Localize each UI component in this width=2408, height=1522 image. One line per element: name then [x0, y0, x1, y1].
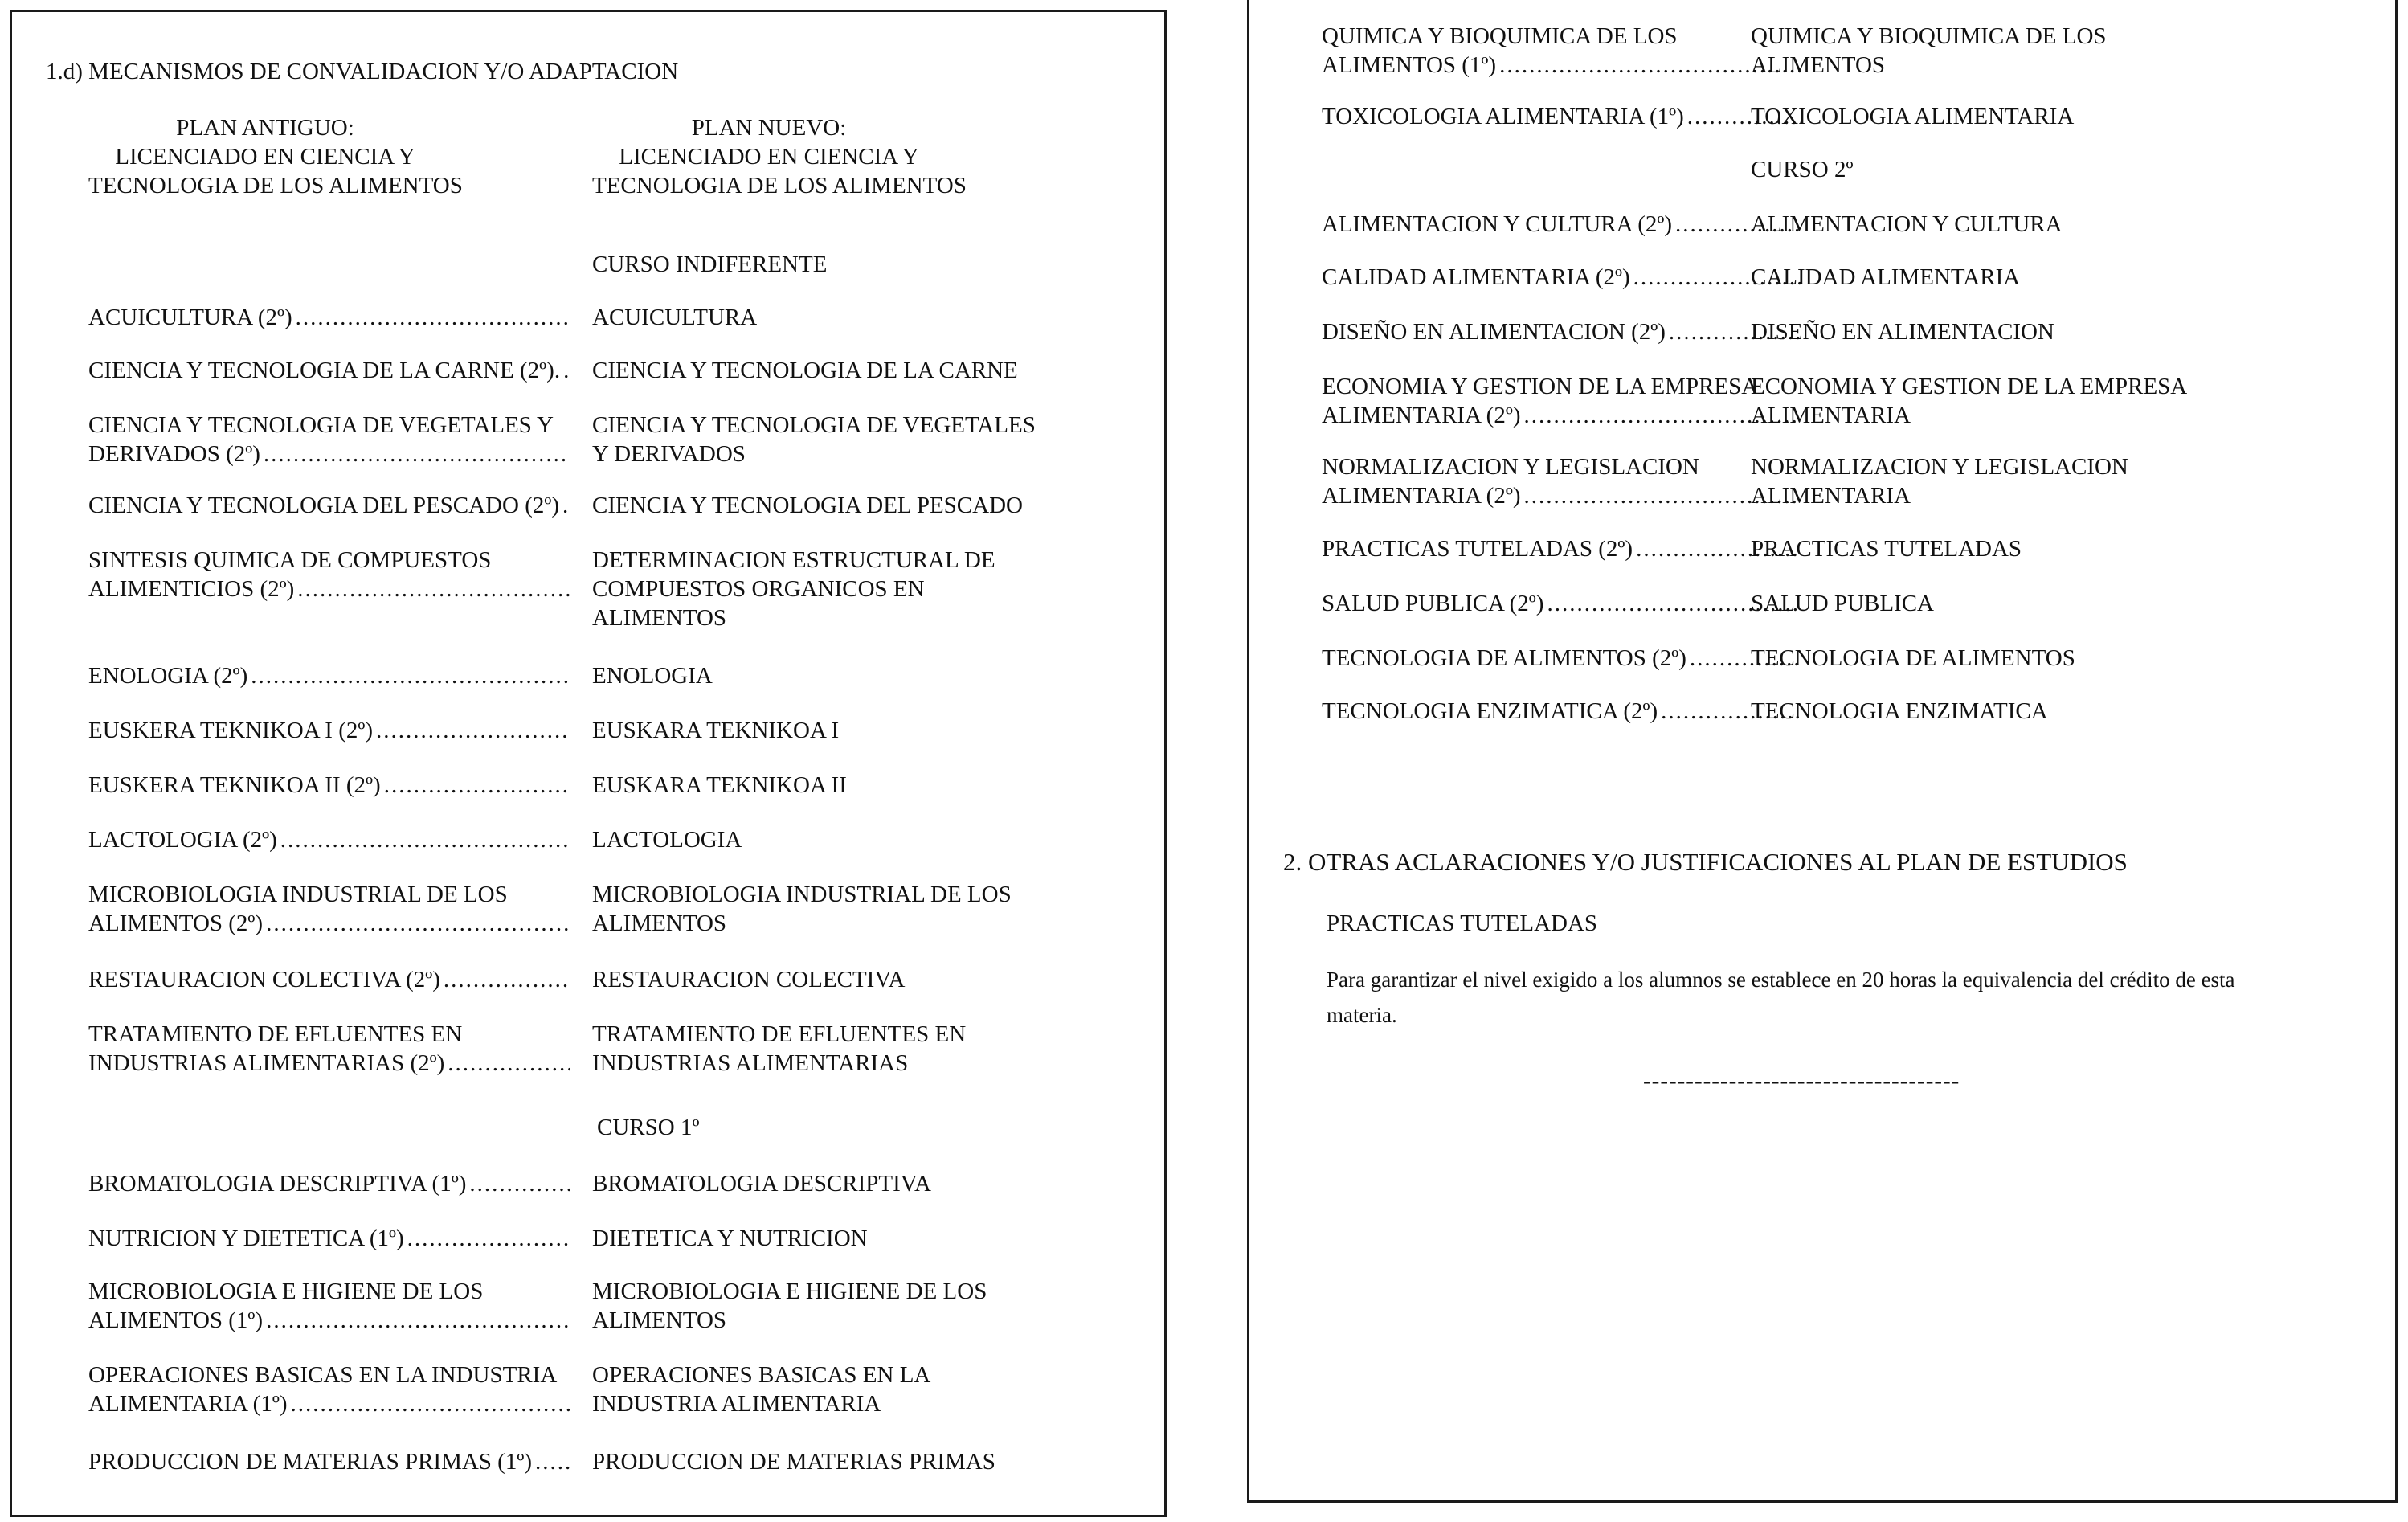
old-course-text: MICROBIOLOGIA INDUSTRIAL DE LOS — [88, 882, 508, 907]
new-course-line: PRACTICAS TUTELADAS — [1751, 536, 2022, 562]
old-course — [88, 1020, 570, 1078]
new-course-line: LACTOLOGIA — [592, 827, 742, 853]
old-course — [88, 1224, 570, 1253]
old-course-line — [88, 825, 570, 854]
old-course-line — [88, 1389, 570, 1418]
old-course — [88, 1169, 570, 1198]
old-course — [88, 880, 570, 938]
new-course-line: TECNOLOGIA ENZIMATICA — [1751, 698, 2048, 724]
old-course-line — [1322, 51, 1801, 80]
old-course-text: SINTESIS QUIMICA DE COMPUESTOS — [88, 547, 492, 573]
old-course-text: ALIMENTACION Y CULTURA (2º) — [1322, 211, 1673, 237]
old-course-text: CIENCIA Y TECNOLOGIA DEL PESCADO (2º) — [88, 493, 560, 518]
old-course-line — [1322, 401, 1801, 430]
old-course-text: RESTAURACION COLECTIVA (2º) — [88, 967, 440, 992]
old-course — [88, 546, 570, 603]
old-course-text: EUSKERA TEKNIKOA II (2º) — [88, 772, 381, 798]
new-course-line: ALIMENTACION Y CULTURA — [1751, 211, 2063, 237]
old-course — [88, 1360, 570, 1418]
old-course-line — [88, 1020, 570, 1049]
new-course — [592, 825, 742, 854]
old-course-line — [1322, 452, 1801, 481]
new-course-line: CIENCIA Y TECNOLOGIA DE LA CARNE — [592, 358, 1018, 383]
dot-leader — [296, 303, 570, 332]
old-course-line — [88, 546, 570, 575]
old-course-text: ALIMENTOS (1º) — [1322, 52, 1497, 78]
new-course — [592, 661, 713, 690]
old-course — [88, 965, 570, 994]
old-course-text: ALIMENTOS (1º) — [88, 1307, 264, 1333]
right-page — [1247, 0, 2398, 1503]
new-course-line: SALUD PUBLICA — [1751, 591, 1934, 616]
old-course — [88, 303, 570, 332]
old-course-text: MICROBIOLOGIA E HIGIENE DE LOS — [88, 1279, 484, 1304]
old-plan-header-line: LICENCIADO EN CIENCIA Y — [115, 144, 415, 170]
new-course-line: MICROBIOLOGIA E HIGIENE DE LOS — [592, 1279, 987, 1304]
old-course-text: ENOLOGIA (2º) — [88, 663, 248, 689]
old-plan-header-line: PLAN ANTIGUO: — [176, 115, 354, 141]
new-course-line: BROMATOLOGIA DESCRIPTIVA — [592, 1171, 931, 1197]
new-course — [1751, 22, 2107, 80]
dot-leader — [266, 909, 570, 938]
old-course — [88, 661, 570, 690]
dot-leader — [563, 356, 570, 385]
section2-subtitle: PRACTICAS TUTELADAS — [1327, 910, 1598, 936]
dot-leader — [264, 440, 570, 468]
old-course-text: EUSKERA TEKNIKOA I (2º) — [88, 718, 374, 743]
new-course-line: EUSKARA TEKNIKOA I — [592, 718, 840, 743]
new-course-line: RESTAURACION COLECTIVA — [592, 967, 906, 992]
new-course-line: QUIMICA Y BIOQUIMICA DE LOS — [1751, 23, 2107, 49]
new-plan-header-line: LICENCIADO EN CIENCIA Y — [619, 144, 919, 170]
dot-leader — [384, 771, 570, 800]
old-course-line — [1322, 644, 1801, 673]
old-course — [88, 491, 570, 520]
old-course-text: SALUD PUBLICA (2º) — [1322, 591, 1544, 616]
old-course-text: OPERACIONES BASICAS EN LA INDUSTRIA — [88, 1362, 558, 1388]
old-course-line — [1322, 102, 1801, 131]
new-course — [592, 303, 757, 332]
new-course-line: OPERACIONES BASICAS EN LA — [592, 1362, 931, 1388]
old-course — [1322, 697, 1801, 726]
old-course-text: NUTRICION Y DIETETICA (1º) — [88, 1225, 404, 1251]
old-course-text: TOXICOLOGIA ALIMENTARIA (1º) — [1322, 104, 1684, 129]
old-course-line — [1322, 263, 1801, 292]
old-course-line — [1322, 534, 1801, 563]
new-course-line: CIENCIA Y TECNOLOGIA DEL PESCADO — [592, 493, 1023, 518]
group-heading-curso-2: CURSO 2º — [1751, 157, 1854, 182]
old-course-text: DISEÑO EN ALIMENTACION (2º) — [1322, 319, 1666, 345]
old-course-line — [88, 965, 570, 994]
old-course-text: ALIMENTOS (2º) — [88, 910, 264, 936]
old-course-line — [88, 1049, 570, 1078]
old-course — [88, 1447, 570, 1476]
new-course-line: PRODUCCION DE MATERIAS PRIMAS — [592, 1449, 995, 1475]
new-course-line: ALIMENTARIA — [1751, 403, 1911, 428]
old-course-line — [88, 1306, 570, 1335]
new-course-line: ENOLOGIA — [592, 663, 713, 689]
old-course — [88, 771, 570, 800]
old-course-line — [88, 661, 570, 690]
dot-leader — [297, 575, 570, 603]
old-course-line — [1322, 22, 1801, 51]
old-course — [1322, 317, 1801, 346]
left-page — [10, 10, 1167, 1517]
old-course-text: LACTOLOGIA (2º) — [88, 827, 277, 853]
new-course — [592, 965, 905, 994]
new-course — [592, 411, 1036, 468]
new-plan-header-line: PLAN NUEVO: — [691, 115, 847, 141]
new-course-line: COMPUESTOS ORGANICOS EN — [592, 576, 925, 602]
new-course-line: DISEÑO EN ALIMENTACION — [1751, 319, 2054, 345]
new-course-line: NORMALIZACION Y LEGISLACION — [1751, 454, 2128, 480]
old-course-line — [88, 1447, 570, 1476]
old-course — [1322, 589, 1801, 618]
new-course-line: TECNOLOGIA DE ALIMENTOS — [1751, 645, 2075, 671]
dot-leader — [535, 1447, 570, 1476]
new-course-line: ACUICULTURA — [592, 305, 758, 330]
new-course — [592, 1447, 995, 1476]
new-course-line: Y DERIVADOS — [592, 441, 746, 467]
new-course-line: CIENCIA Y TECNOLOGIA DE VEGETALES — [592, 412, 1036, 438]
new-course — [592, 1020, 966, 1078]
old-course — [1322, 534, 1801, 563]
new-course — [1751, 534, 2022, 563]
old-course — [1322, 263, 1801, 292]
dot-leader — [469, 1169, 570, 1198]
old-plan-header — [88, 113, 463, 200]
new-course-line: TOXICOLOGIA ALIMENTARIA — [1751, 104, 2075, 129]
old-course-line — [1322, 210, 1801, 239]
new-course — [1751, 102, 2074, 131]
old-course-text: INDUSTRIAS ALIMENTARIAS (2º) — [88, 1050, 445, 1076]
dot-leader — [251, 661, 570, 690]
old-course-line — [88, 1224, 570, 1253]
old-course-line — [88, 411, 570, 440]
old-course-text: ECONOMIA Y GESTION DE LA EMPRESA — [1322, 374, 1759, 399]
group-heading-curso-1: CURSO 1º — [597, 1115, 700, 1140]
new-course — [1751, 317, 2054, 346]
new-course-line: ALIMENTOS — [592, 910, 727, 936]
old-course — [88, 716, 570, 745]
old-course-text: ALIMENTICIOS (2º) — [88, 576, 295, 602]
new-course-line: EUSKARA TEKNIKOA II — [592, 772, 847, 798]
old-course-text: QUIMICA Y BIOQUIMICA DE LOS — [1322, 23, 1678, 49]
old-course-text: PRODUCCION DE MATERIAS PRIMAS (1º) — [88, 1449, 532, 1475]
old-course — [88, 825, 570, 854]
old-course-line — [1322, 589, 1801, 618]
old-course-text: BROMATOLOGIA DESCRIPTIVA (1º) — [88, 1171, 467, 1197]
old-course-text: NORMALIZACION Y LEGISLACION — [1322, 454, 1699, 480]
section-title: 1.d) MECANISMOS DE CONVALIDACION Y/O ADAPTACION — [46, 59, 679, 84]
old-course-text: DERIVADOS (2º) — [88, 441, 260, 467]
new-course — [592, 771, 847, 800]
dot-leader — [291, 1389, 571, 1418]
new-course — [592, 1224, 868, 1253]
old-course-line — [88, 909, 570, 938]
new-course-line: ALIMENTOS — [592, 605, 727, 631]
new-course — [592, 880, 1012, 938]
old-course-line — [88, 491, 570, 520]
new-course — [1751, 263, 2020, 292]
new-course — [1751, 644, 2075, 673]
new-course-line: INDUSTRIAS ALIMENTARIAS — [592, 1050, 909, 1076]
old-course-text: TECNOLOGIA DE ALIMENTOS (2º) — [1322, 645, 1686, 671]
old-course-text: ACUICULTURA (2º) — [88, 305, 292, 330]
dot-leader — [448, 1049, 570, 1078]
old-course — [1322, 210, 1801, 239]
new-course-line: INDUSTRIA ALIMENTARIA — [592, 1391, 881, 1417]
new-course — [592, 1360, 930, 1418]
dot-leader — [280, 825, 570, 854]
old-course-text: CALIDAD ALIMENTARIA (2º) — [1322, 264, 1630, 290]
old-course-text: TRATAMIENTO DE EFLUENTES EN — [88, 1021, 463, 1047]
old-course-line — [88, 1360, 570, 1389]
old-course-line — [88, 575, 570, 603]
old-course — [1322, 452, 1801, 510]
new-course — [1751, 589, 1934, 618]
old-course-line — [88, 440, 570, 468]
new-plan-header-line: TECNOLOGIA DE LOS ALIMENTOS — [592, 173, 967, 198]
old-course-line — [88, 716, 570, 745]
section2-title: 2. OTRAS ACLARACIONES Y/O JUSTIFICACIONES AL PLAN DE ESTUDIOS — [1283, 848, 2128, 876]
old-course-text: ALIMENTARIA (2º) — [1322, 403, 1521, 428]
new-plan-header — [592, 113, 967, 200]
old-course — [88, 356, 570, 385]
new-course — [592, 491, 1023, 520]
new-course-line: ALIMENTOS — [592, 1307, 727, 1333]
new-course — [1751, 452, 2128, 510]
old-course-text: CIENCIA Y TECNOLOGIA DE LA CARNE (2º). — [88, 358, 561, 383]
new-course — [1751, 210, 2063, 239]
new-course — [592, 1277, 987, 1335]
new-course — [592, 716, 839, 745]
old-course-line — [1322, 481, 1801, 510]
old-course — [1322, 22, 1801, 80]
new-course — [1751, 697, 2048, 726]
new-course — [1751, 372, 2187, 430]
old-course — [1322, 644, 1801, 673]
new-course — [592, 546, 995, 632]
new-course-line: MICROBIOLOGIA INDUSTRIAL DE LOS — [592, 882, 1012, 907]
old-course-text: CIENCIA Y TECNOLOGIA DE VEGETALES Y — [88, 412, 554, 438]
old-course — [1322, 372, 1801, 430]
new-course-line: DIETETICA Y NUTRICION — [592, 1225, 868, 1251]
old-course-line — [88, 303, 570, 332]
new-course — [592, 356, 1018, 385]
old-course-line — [88, 1169, 570, 1198]
new-course-line: ALIMENTOS — [1751, 52, 1886, 78]
old-course-text: PRACTICAS TUTELADAS (2º) — [1322, 536, 1633, 562]
dot-leader — [266, 1306, 570, 1335]
new-course-line: DETERMINACION ESTRUCTURAL DE — [592, 547, 995, 573]
old-course-line — [1322, 372, 1801, 401]
old-plan-header-line: TECNOLOGIA DE LOS ALIMENTOS — [88, 173, 463, 198]
dot-leader — [407, 1224, 570, 1253]
new-course-line: TRATAMIENTO DE EFLUENTES EN — [592, 1021, 967, 1047]
dot-leader — [444, 965, 570, 994]
new-course-line: ALIMENTARIA — [1751, 483, 1911, 509]
old-course-text: ALIMENTARIA (2º) — [1322, 483, 1521, 509]
old-course-line — [88, 771, 570, 800]
old-course — [1322, 102, 1801, 131]
dot-leader — [376, 716, 570, 745]
old-course-line — [1322, 697, 1801, 726]
dot-leader — [562, 491, 570, 520]
new-course-line: ECONOMIA Y GESTION DE LA EMPRESA — [1751, 374, 2188, 399]
old-course-line — [88, 356, 570, 385]
old-course-text: TECNOLOGIA ENZIMATICA (2º) — [1322, 698, 1658, 724]
group-heading-curso-indiferente: CURSO INDIFERENTE — [592, 252, 828, 277]
old-course — [88, 411, 570, 468]
old-course-text: ALIMENTARIA (1º) — [88, 1391, 288, 1417]
new-course-line: CALIDAD ALIMENTARIA — [1751, 264, 2021, 290]
end-rule: ------------------------------------- — [1643, 1068, 1960, 1094]
old-course-line — [88, 1277, 570, 1306]
new-course — [592, 1169, 931, 1198]
old-course — [88, 1277, 570, 1335]
section2-paragraph: Para garantizar el nivel exigido a los alumnos se establece en 20 horas la equivalencia del crédito de esta materia. — [1327, 968, 2235, 1027]
old-course-line — [1322, 317, 1801, 346]
old-course-line — [88, 880, 570, 909]
